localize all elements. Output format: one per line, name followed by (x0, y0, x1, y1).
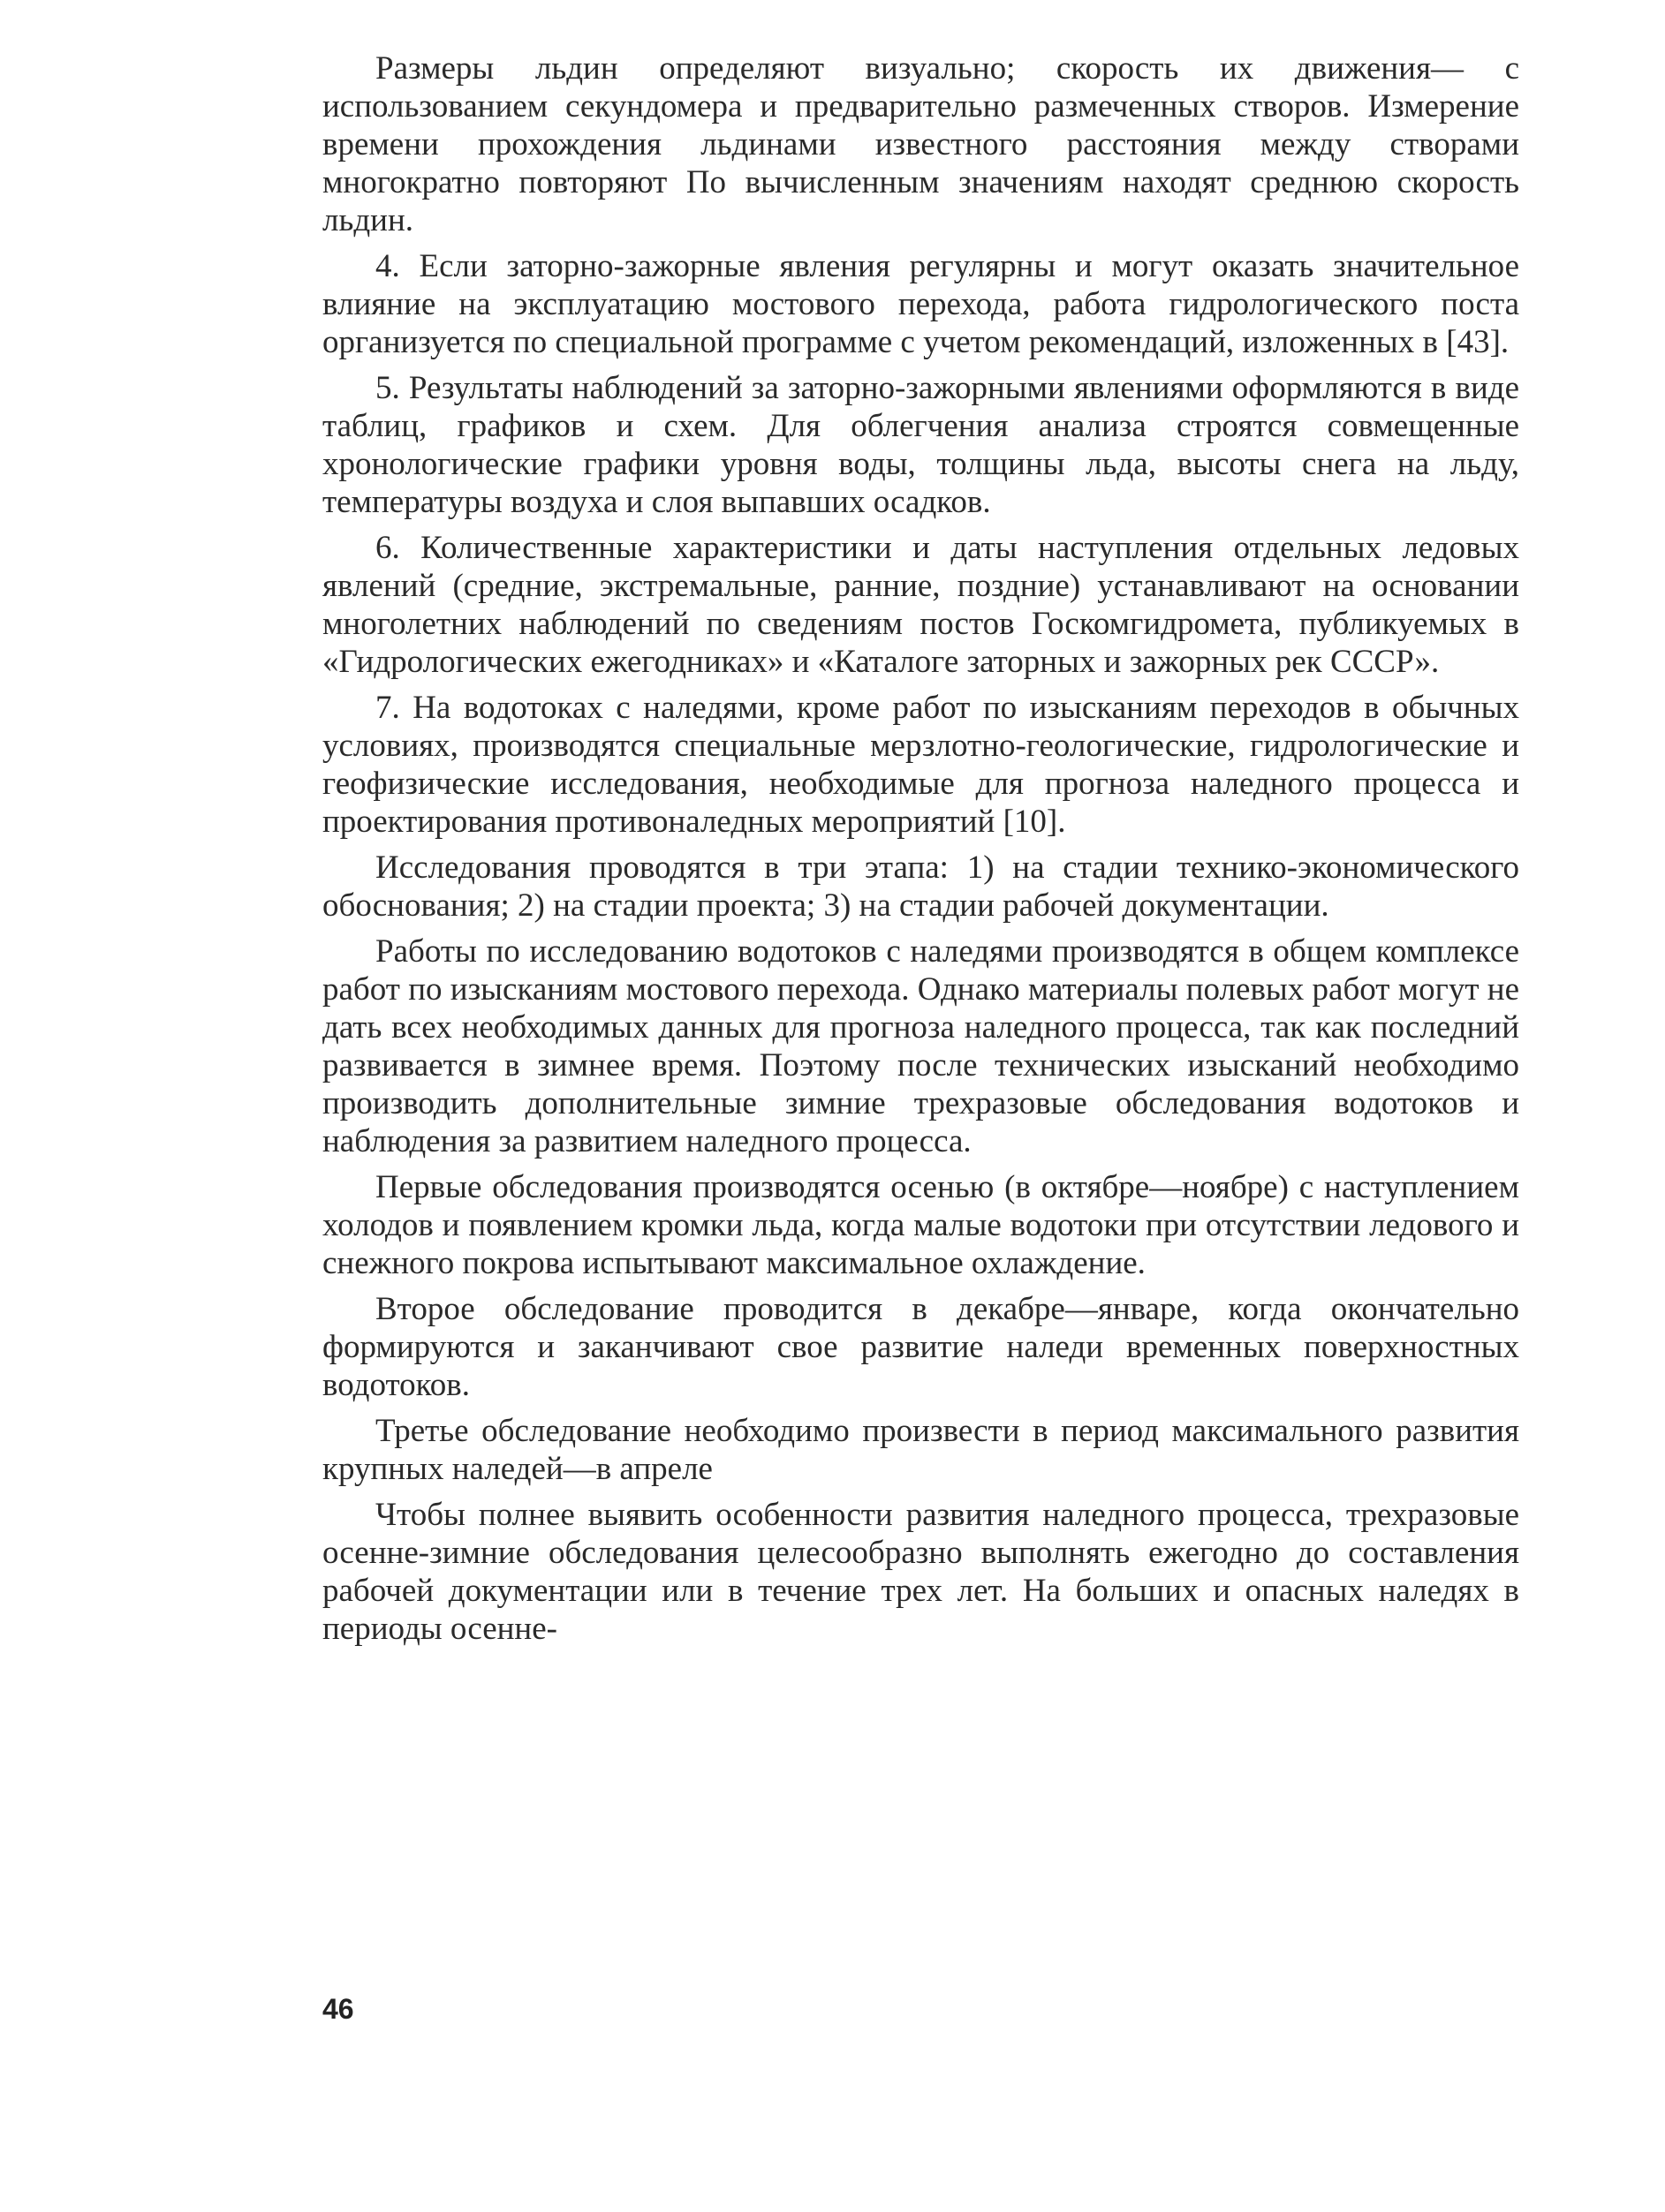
paragraph-item-6: 6. Количественные характеристики и даты наступления отдельных ледовых явлений (средние, экстремальные, ранние, поздние) устанавливают на основании многолетних наблюдений по сведениям постов Госкомгидромета, публикуемых в «Гидрологических ежегодниках» и «Каталоге заторных и зажорных рек СССР». (322, 530, 1519, 680)
paragraph-item-5: 5. Результаты наблюдений за заторно-зажорными явлениями оформляются в виде таблиц, графиков и схем. Для облегчения анализа строятся совмещенные хронологические графики уровня воды, толщины льда, высоты снега на льду, температуры воздуха и слоя выпавших осадков. (322, 370, 1519, 520)
paragraph-research-stages: Исследования проводятся в три этапа: 1) на стадии технико-экономического обоснования; 2) на стадии проекта; 3) на стадии рабочей документации. (322, 849, 1519, 924)
paragraph-annual-surveys: Чтобы полнее выявить особенности развития наледного процесса, трехразовые осенне-зимние обследования целесообразно выполнять ежегодно до составления рабочей документации или в течение трех лет. На больших и опасных наледях в периоды осенне- (322, 1497, 1519, 1647)
paragraph-first-survey: Первые обследования производятся осенью (в октябре—ноябре) с наступлением холодов и появлением кромки льда, когда малые водотоки при отсутствии ледового и снежного покрова испытывают максимальное охлаждение. (322, 1169, 1519, 1281)
paragraph-third-survey: Третье обследование необходимо произвести в период максимального развития крупных наледей—в апреле (322, 1413, 1519, 1487)
page-number: 46 (322, 1993, 354, 2025)
body-text (322, 49, 1519, 1656)
paragraph-item-4: 4. Если заторно-зажорные явления регулярны и могут оказать значительное влияние на эксплуатацию мостового перехода, работа гидрологического поста организуется по специальной программе с учетом рекомендаций, изложенных в [43]. (322, 248, 1519, 360)
paragraph-ice-floe-size: Размеры льдин определяют визуально; скорость их движения— с использованием секундомера и предварительно размеченных створов. Измерение времени прохождения льдинами известного расстояния между створами многократно повторяют По вычисленным значениям находят среднюю скорость льдин. (322, 50, 1519, 238)
paragraph-item-7: 7. На водотоках с наледями, кроме работ по изысканиям переходов в обычных условиях, производятся специальные мерзлотно-геологические, гидрологические и геофизические исследования, необходимые для прогноза наледного процесса и проектирования противоналедных мероприятий [10]. (322, 690, 1519, 840)
paragraph-research-works: Работы по исследованию водотоков с наледями производятся в общем комплексе работ по изысканиям мостового перехода. Однако материалы полевых работ могут не дать всех необходимых данных для прогноза наледного процесса, так как последний развивается в зимнее время. Поэтому после технических изысканий необходимо производить дополнительные зимние трехразовые обследования водотоков и наблюдения за развитием наледного процесса. (322, 933, 1519, 1159)
paragraph-second-survey: Второе обследование проводится в декабре—январе, когда окончательно формируются и заканчивают свое развитие наледи временных поверхностных водотоков. (322, 1291, 1519, 1403)
